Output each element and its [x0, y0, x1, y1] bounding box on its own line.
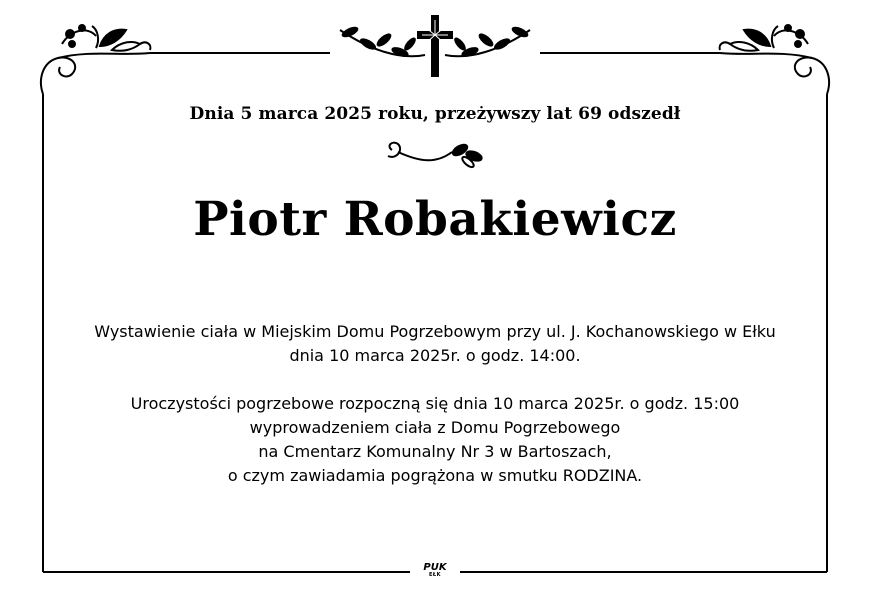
viewing-line: dnia 10 marca 2025r. o godz. 14:00.: [289, 346, 581, 365]
floral-corner-right-icon: [720, 25, 829, 94]
logo-main-text: PUK: [423, 562, 447, 573]
viewing-paragraph: [40, 320, 830, 368]
floral-corner-left-icon: [41, 25, 150, 94]
ceremony-line: na Cmentarz Komunalny Nr 3 w Bartoszach,: [258, 442, 612, 461]
viewing-line: Wystawienie ciała w Miejskim Domu Pogrzebowym przy ul. J. Kochanowskiego w Ełku: [94, 322, 776, 341]
logo-sub-text: EŁK: [428, 572, 441, 578]
ceremony-paragraph: [40, 392, 830, 488]
notice-headline: Dnia 5 marca 2025 roku, przeżywszy lat 69 odszedł: [189, 104, 681, 124]
ceremony-line: o czym zawiadamia pogrążona w smutku RODZINA.: [227, 466, 643, 485]
ceremony-line: wyprowadzeniem ciała z Domu Pogrzebowego: [249, 418, 621, 437]
ceremony-line: Uroczystości pogrzebowe rozpoczną się dnia 10 marca 2025r. o godz. 15:00: [130, 394, 740, 413]
cross-with-laurel-icon: [340, 15, 530, 77]
deceased-name: Piotr Robakiewicz: [193, 192, 677, 247]
leaf-swirl-divider-icon: [388, 143, 483, 169]
puk-logo: [416, 563, 454, 578]
